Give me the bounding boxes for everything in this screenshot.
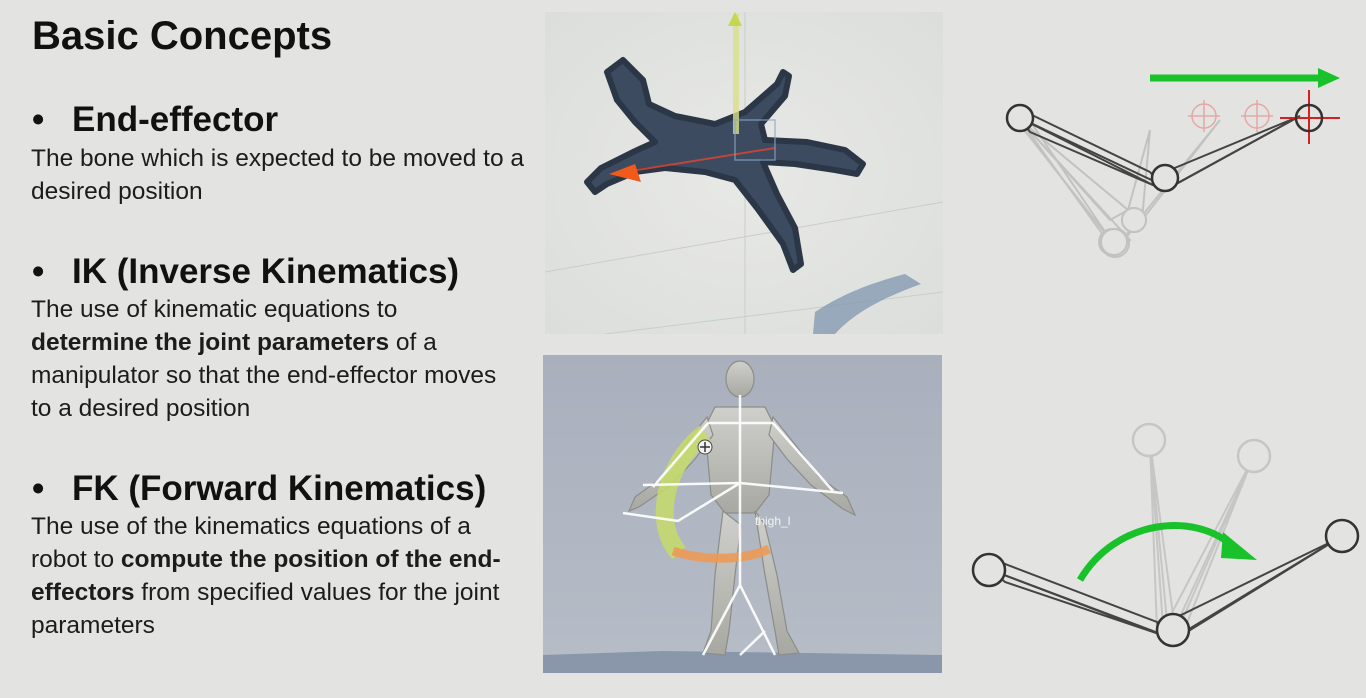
desc-bold-text: compute the position of the end-effectors <box>31 546 501 606</box>
fk-character-illustration <box>543 355 942 673</box>
bullet-heading: FK (Forward Kinematics) <box>72 469 487 508</box>
bullet-heading: IK (Inverse Kinematics) <box>72 252 460 291</box>
bullet-end-effector <box>32 100 278 140</box>
ik-target-icon <box>1280 90 1340 144</box>
desc-ik <box>31 293 501 425</box>
bullet-ik <box>32 252 459 292</box>
desc-text: The bone which is expected to be moved to a desired position <box>31 145 525 205</box>
move-cursor-icon <box>698 440 712 454</box>
desc-fk <box>31 510 526 642</box>
desc-text: from specified values for the joint parameters <box>31 579 500 639</box>
desc-bold-text: determine the joint parameters <box>31 329 390 356</box>
bullet-dot: • <box>32 252 45 291</box>
ik-diagram <box>990 60 1350 270</box>
desc-text: The use of the kinematics equations of a robot to <box>31 513 471 573</box>
fk-character-image <box>543 355 942 673</box>
desc-end-effector <box>31 142 551 208</box>
ik-character-image <box>545 12 943 334</box>
fk-diagram-illustration <box>965 420 1360 660</box>
ik-diagram-illustration <box>990 60 1350 270</box>
fk-diagram <box>965 420 1360 660</box>
desc-text: The use of kinematic equations to <box>31 296 398 323</box>
slide-title: Basic Concepts <box>32 14 333 58</box>
desc-text: of a manipulator so that the end-effector moves to a desired position <box>31 329 497 422</box>
bullet-heading: End-effector <box>72 100 279 139</box>
rig-bone-label: thigh_l <box>755 514 791 528</box>
ik-character-illustration <box>545 12 943 334</box>
bullet-fk <box>32 469 486 509</box>
bullet-dot: • <box>32 100 45 139</box>
bullet-dot: • <box>32 469 45 508</box>
